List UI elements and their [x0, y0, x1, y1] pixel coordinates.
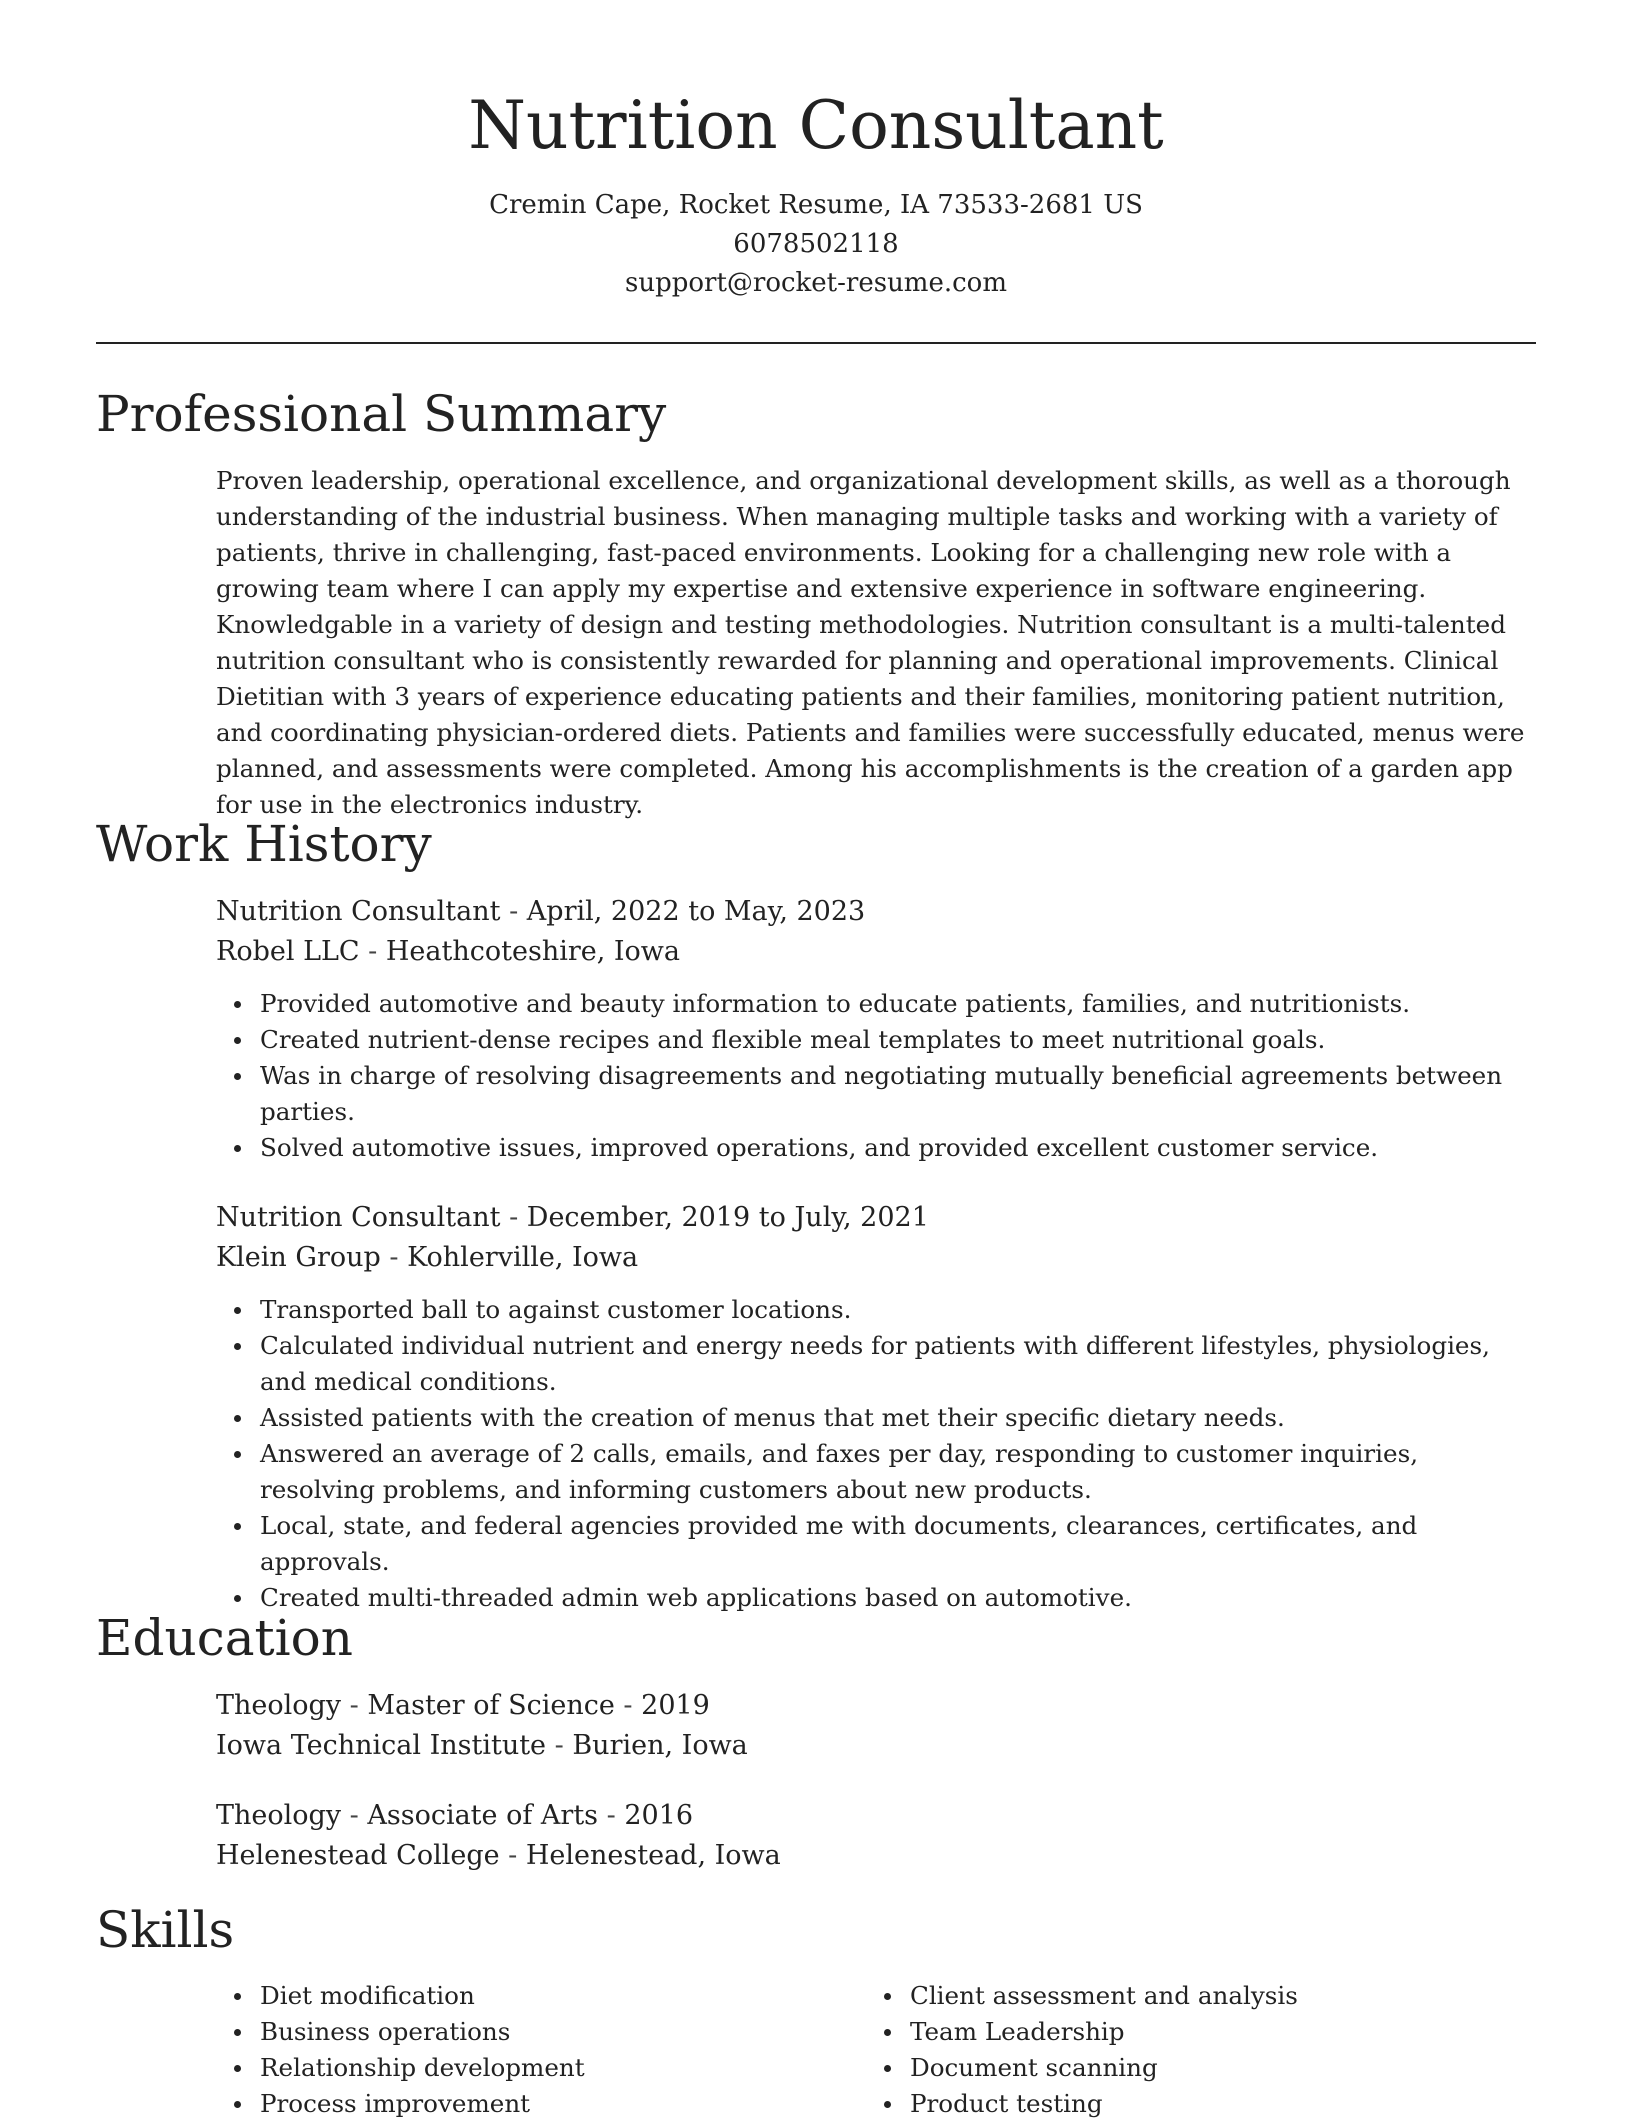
- separator: -: [499, 1840, 526, 1871]
- company-name: Klein Group: [216, 1242, 381, 1273]
- list-item: Provided automotive and beauty information to educate patients, families, and nutritionists.: [260, 986, 1536, 1022]
- company-location: Kohlerville, Iowa: [407, 1242, 639, 1273]
- contact-email: support@rocket-resume.com: [624, 268, 1007, 298]
- education-degree: Master of Science: [367, 1690, 615, 1721]
- section-title-skills: Skills: [96, 1901, 235, 1959]
- job-dates: December, 2019 to July, 2021: [526, 1202, 929, 1233]
- separator: -: [359, 936, 386, 967]
- education-year: 2016: [624, 1800, 694, 1831]
- header-divider: [96, 342, 1536, 344]
- education-heading: [216, 1796, 1536, 1836]
- skill-item: Business operations: [260, 2014, 836, 2050]
- contact-phone: 6078502118: [733, 229, 899, 259]
- section-title-work: Work History: [96, 815, 432, 873]
- separator: -: [500, 896, 527, 927]
- separator: -: [380, 1242, 408, 1273]
- separator: -: [500, 1202, 527, 1233]
- list-item: Local, state, and federal agencies provided me with documents, clearances, certificates, and approvals.: [260, 1508, 1536, 1580]
- education-school: [216, 1726, 1536, 1766]
- separator: -: [546, 1730, 573, 1761]
- company-name: Robel LLC: [216, 936, 360, 967]
- list-item: Calculated individual nutrient and energy needs for patients with different lifestyles, physiologies, and medical conditions.: [260, 1328, 1536, 1400]
- separator: -: [341, 1690, 368, 1721]
- job-entry: [216, 1198, 1536, 1616]
- education-year: 2019: [641, 1690, 710, 1721]
- summary-text: Proven leadership, operational excellence, and organizational development skills, as well as a thorough understanding of the industrial business. When managing multiple tasks and working with a variety of patients, thrive in challenging, fast-paced environments. Looking for a challenging new role with a growing team where I can apply my expertise and extensive experience in software engineering. Knowledgable in a variety of design and testing methodologies. Nutrition consultant is a multi-talented nutrition consultant who is consistently rewarded for planning and operational improvements. Clinical Dietitian with 3 years of experience educating patients and their families, monitoring patient nutrition, and coordinating physician-ordered diets. Patients and families were successfully educated, menus were planned, and assessments were completed. Among his accomplishments is the creation of a garden app for use in the electronics industry.: [216, 466, 1525, 819]
- education-heading: [216, 1686, 1536, 1726]
- school-name: Iowa Technical Institute: [216, 1730, 547, 1761]
- skills-list: [866, 1978, 1486, 2122]
- skill-item: Diet modification: [260, 1978, 836, 2014]
- list-item: Created multi-threaded admin web applications based on automotive.: [260, 1580, 1536, 1616]
- job-title: Nutrition Consultant: [216, 896, 501, 927]
- education-entry: [216, 1796, 1536, 1876]
- education-entry: [216, 1686, 1536, 1766]
- contact-address: Cremin Cape, Rocket Resume, IA 73533-2681 US: [489, 190, 1143, 220]
- list-item: Was in charge of resolving disagreements and negotiating mutually beneficial agreements between parties.: [260, 1058, 1536, 1130]
- company-location: Heathcoteshire, Iowa: [385, 936, 681, 967]
- list-item: Assisted patients with the creation of menus that met their specific dietary needs.: [260, 1400, 1536, 1436]
- skill-item: Relationship development: [260, 2050, 836, 2086]
- separator: -: [614, 1690, 642, 1721]
- job-bullets: [216, 986, 1536, 1166]
- job-employer: [216, 1238, 1536, 1278]
- separator: -: [341, 1800, 368, 1831]
- skill-item: Product testing: [910, 2086, 1486, 2122]
- education-field: Theology: [216, 1690, 342, 1721]
- resume-header: [96, 82, 1536, 303]
- list-item: Solved automotive issues, improved operations, and provided excellent customer service.: [260, 1130, 1536, 1166]
- job-employer: [216, 932, 1536, 972]
- education-field: Theology: [216, 1800, 342, 1831]
- separator: -: [598, 1800, 625, 1831]
- education-school: [216, 1836, 1536, 1876]
- list-item: Transported ball to against customer locations.: [260, 1292, 1536, 1328]
- job-heading: [216, 892, 1536, 932]
- skill-item: Team Leadership: [910, 2014, 1486, 2050]
- section-title-summary: Professional Summary: [96, 385, 667, 443]
- job-title: Nutrition Consultant: [216, 1202, 501, 1233]
- skill-item: Document scanning: [910, 2050, 1486, 2086]
- skill-item: Client assessment and analysis: [910, 1978, 1486, 2014]
- job-dates: April, 2022 to May, 2023: [526, 896, 866, 927]
- section-title-education: Education: [96, 1609, 353, 1667]
- skills-list: [216, 1978, 836, 2122]
- job-heading: [216, 1198, 1536, 1238]
- education-degree: Associate of Arts: [367, 1800, 599, 1831]
- list-item: Created nutrient-dense recipes and flexible meal templates to meet nutritional goals.: [260, 1022, 1536, 1058]
- school-name: Helenestead College: [216, 1840, 500, 1871]
- job-entry: [216, 892, 1536, 1166]
- school-location: Helenestead, Iowa: [525, 1840, 781, 1871]
- skills-column-left: [216, 1978, 836, 2122]
- skills-column-right: [866, 1978, 1486, 2122]
- school-location: Burien, Iowa: [572, 1730, 748, 1761]
- list-item: Answered an average of 2 calls, emails, and faxes per day, responding to customer inquiries, resolving problems, and informing customers about new products.: [260, 1436, 1536, 1508]
- resume-name: Nutrition Consultant: [468, 87, 1164, 164]
- job-bullets: [216, 1292, 1536, 1616]
- skill-item: Process improvement: [260, 2086, 836, 2122]
